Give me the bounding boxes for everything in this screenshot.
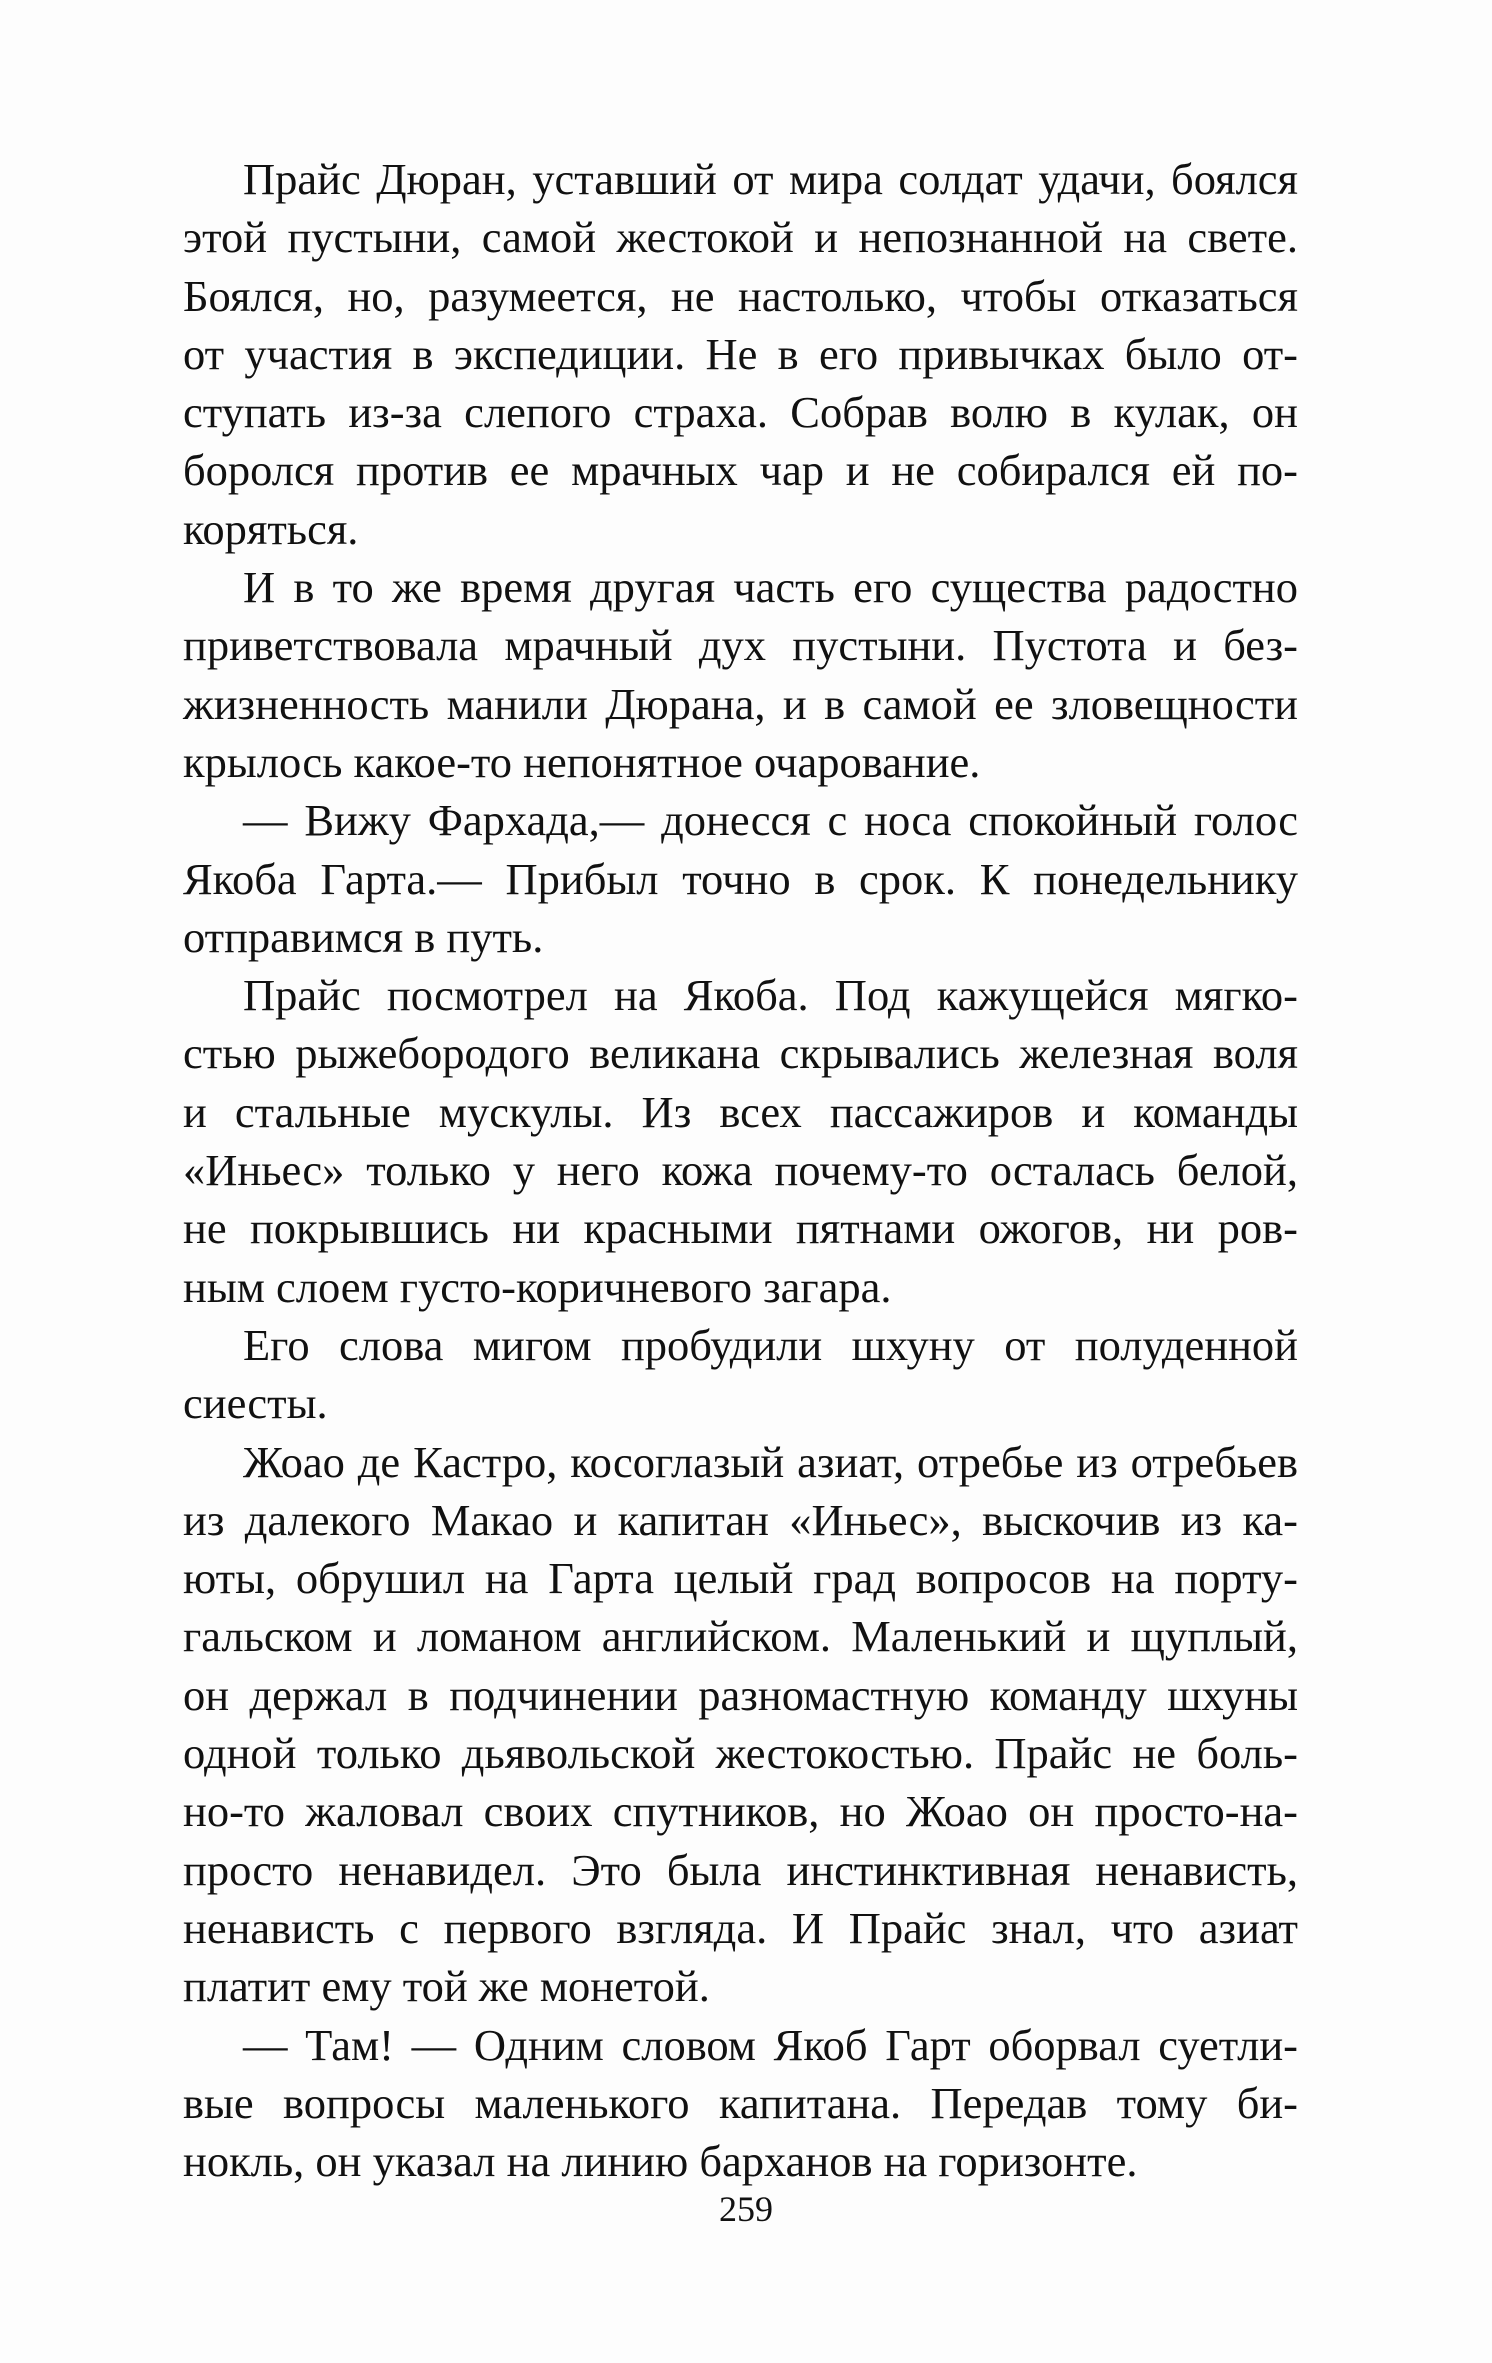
text-line: сиесты. (183, 1378, 328, 1429)
text-line: Прайс Дюран, уставший от мира солдат удачи, боялся (243, 154, 1298, 204)
text-line: платит ему той же монетой. (183, 1961, 710, 2012)
text-line: И в то же время другая часть его существа радостно (243, 562, 1298, 613)
text-line: ступать из-за слепого страха. Собрав волю в кулак, он (183, 387, 1298, 438)
text-line: крылось какое-то непонятное очарование. (183, 736, 981, 787)
text-line: Боялся, но, разумеется, не настолько, чтобы отказаться (183, 270, 1298, 321)
text-line: и стальные мускулы. Из всех пассажиров и команды (183, 1086, 1298, 1137)
text-line: от участия в экспедиции. Не в его привычках было от- (183, 328, 1298, 379)
text-line: Жоао де Кастро, косоглазый азиат, отребье из отребьев (243, 1436, 1298, 1487)
text-line: Его слова мигом пробудили шхуну от полуденной (243, 1319, 1298, 1370)
text-line: стью рыжебородого великана скрывались железная воля (183, 1028, 1298, 1079)
text-line: просто ненавидел. Это была инстинктивная ненависть, (183, 1844, 1298, 1895)
text-line: Прайс посмотрел на Якоба. Под кажущейся мягко- (243, 970, 1298, 1021)
text-line: ненависть с первого взгляда. И Прайс знал, что азиат (183, 1902, 1298, 1953)
text-line: ным слоем густо-коричневого загара. (183, 1261, 892, 1312)
text-line: но-то жаловал своих спутников, но Жоао он просто-на- (183, 1786, 1298, 1837)
page-number: 259 (719, 2189, 773, 2229)
text-line: юты, обрушил на Гарта целый град вопросов на порту- (183, 1553, 1298, 1604)
text-line: он держал в подчинении разномастную команду шхуны (183, 1669, 1298, 1720)
text-line: — Там! — Одним словом Якоб Гарт оборвал суетли- (243, 2019, 1298, 2070)
paragraph (183, 2016, 1298, 2191)
text-line: отправимся в путь. (183, 911, 544, 962)
text-line: из далекого Макао и капитан «Иньес», выскочив из ка- (183, 1494, 1298, 1545)
paragraph (183, 791, 1298, 966)
paragraph (183, 150, 1298, 558)
text-line: приветствовала мрачный дух пустыни. Пустота и без- (183, 620, 1298, 671)
paragraph (183, 1433, 1298, 2016)
text-line: этой пустыни, самой жестокой и непознанной на свете. (183, 212, 1298, 263)
body-text (183, 150, 1298, 2190)
text-line: боролся против ее мрачных чар и не собирался ей по- (183, 445, 1298, 496)
paragraph (183, 1316, 1298, 1433)
paragraph (183, 966, 1298, 1316)
text-line: не покрывшись ни красными пятнами ожогов, ни ров- (183, 1203, 1298, 1254)
text-line: жизненность манили Дюрана, и в самой ее зловещности (183, 678, 1298, 729)
text-line: — Вижу Фархада,— донесся с носа спокойный голос (243, 795, 1298, 846)
text-line: гальском и ломаном английском. Маленький и щуплый, (183, 1611, 1298, 1662)
text-line: вые вопросы маленького капитана. Передав тому би- (183, 2077, 1298, 2128)
text-line: Якоба Гарта.— Прибыл точно в срок. К понедельнику (183, 853, 1298, 904)
text-line: коряться. (183, 503, 359, 554)
text-line: «Иньес» только у него кожа почему-то осталась белой, (183, 1145, 1298, 1196)
text-line: нокль, он указал на линию барханов на горизонте. (183, 2136, 1138, 2187)
text-line: одной только дьявольской жестокостью. Прайс не боль- (183, 1728, 1298, 1779)
paragraph (183, 558, 1298, 791)
